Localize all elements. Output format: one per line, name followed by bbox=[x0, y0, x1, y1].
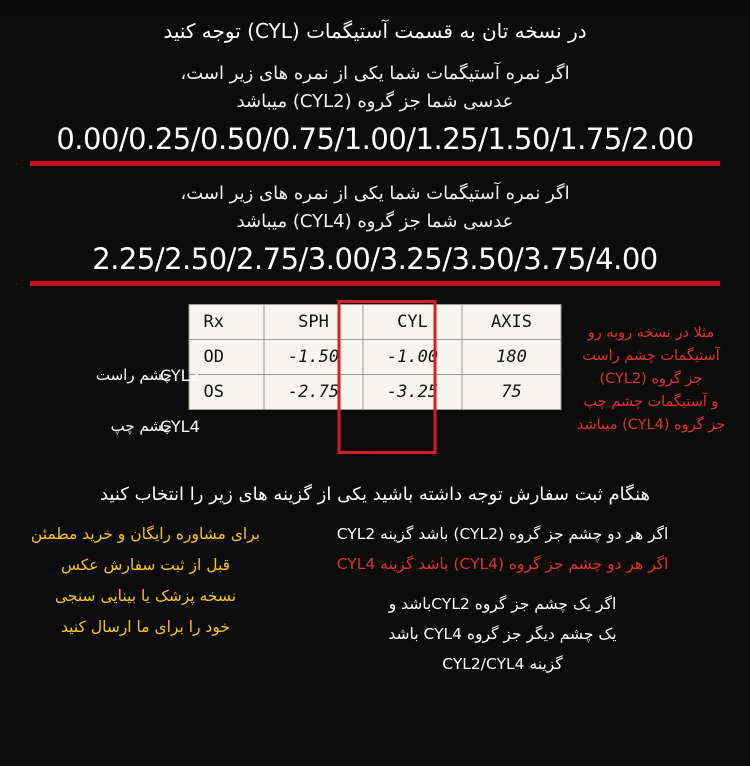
option-cyl4: اگر هر دو چشم جز گروه (CYL4) باشد گزینه CYL4 bbox=[336, 555, 669, 573]
options-spacer bbox=[273, 579, 732, 589]
cyl2-underline bbox=[30, 161, 720, 166]
table-row bbox=[189, 340, 561, 375]
cyl2-values: 0.00/0.25/0.50/0.75/1.00/1.25/1.50/1.75/2.00 bbox=[56, 122, 694, 156]
header-sph: SPH bbox=[264, 305, 363, 340]
row-os-sph: -2.75 bbox=[264, 375, 363, 410]
example-note-line1: مثلا در نسخه روبه رو bbox=[587, 325, 715, 341]
row-os-eye: OS bbox=[189, 375, 264, 410]
poster-root bbox=[0, 16, 750, 766]
example-note-line5: جز گروه (CYL4) میباشد bbox=[576, 417, 726, 433]
eye-label-left: چشم چپ bbox=[110, 417, 172, 435]
cyl4-description-line2: عدسی شما جز گروه (CYL4) میباشد bbox=[236, 211, 514, 232]
prescription-table-wrap bbox=[189, 304, 562, 410]
option-mixed-line3: گزینه CYL2/CYL4 bbox=[442, 655, 563, 673]
header-cyl: CYL bbox=[363, 305, 462, 340]
option-mixed-line1: اگر یک چشم جز گروه CYL2باشد و bbox=[388, 595, 617, 613]
advice-block bbox=[18, 519, 273, 679]
cyl4-description bbox=[0, 180, 750, 236]
table-row bbox=[189, 375, 561, 410]
example-note-line3: جز گروه (CYL2) bbox=[599, 371, 703, 387]
table-header-row bbox=[189, 305, 561, 340]
cyl2-description bbox=[0, 60, 750, 116]
group-label-os: CYL4 bbox=[160, 417, 200, 436]
cyl4-underline bbox=[30, 281, 720, 286]
header-axis: AXIS bbox=[462, 305, 561, 340]
row-od-sph: -1.50 bbox=[264, 340, 363, 375]
example-note-line2: آستیگمات چشم راست bbox=[582, 348, 720, 364]
row-od-axis: 180 bbox=[462, 340, 561, 375]
bottom-section bbox=[0, 519, 750, 679]
advice-line3: نسخه پزشک یا بینایی سنجی bbox=[54, 587, 237, 605]
order-instruction: هنگام ثبت سفارش توجه داشته باشید یکی از گزینه های زیر را انتخاب کنید bbox=[99, 484, 651, 505]
advice-line4: خود را برای ما ارسال کنید bbox=[61, 618, 230, 636]
cyl2-description-line1: اگر نمره آستیگمات شما یکی از نمره های زیر است، bbox=[180, 63, 570, 84]
page-title: در نسخه تان به قسمت آستیگمات (CYL) توجه کنید bbox=[163, 19, 587, 43]
group-label-od: CYL2 bbox=[160, 366, 200, 385]
prescription-table bbox=[189, 304, 562, 410]
option-mixed-line2: یک چشم دیگر جز گروه CYL4 باشد bbox=[388, 625, 617, 643]
row-od-eye: OD bbox=[189, 340, 264, 375]
advice-line2: قبل از ثبت سفارش عکس bbox=[60, 556, 231, 574]
row-os-axis: 75 bbox=[462, 375, 561, 410]
advice-line1: برای مشاوره رایگان و خرید مطمئن bbox=[30, 525, 261, 543]
header-rx: Rx bbox=[189, 305, 264, 340]
prescription-example bbox=[0, 304, 750, 474]
eye-label-right: چشم راست bbox=[95, 366, 172, 384]
cyl4-values: 2.25/2.50/2.75/3.00/3.25/3.50/3.75/4.00 bbox=[92, 242, 658, 276]
row-os-cyl: -3.25 bbox=[363, 375, 462, 410]
cyl2-description-line2: عدسی شما جز گروه (CYL2) میباشد bbox=[236, 91, 514, 112]
cyl4-description-line1: اگر نمره آستیگمات شما یکی از نمره های زیر است، bbox=[180, 183, 570, 204]
example-note-line4: و آستیگمات چشم چپ bbox=[583, 394, 719, 410]
option-cyl2: اگر هر دو چشم جز گروه (CYL2) باشد گزینه CYL2 bbox=[336, 525, 669, 543]
row-od-cyl: -1.00 bbox=[363, 340, 462, 375]
options-list bbox=[273, 519, 732, 679]
example-note bbox=[566, 322, 736, 437]
